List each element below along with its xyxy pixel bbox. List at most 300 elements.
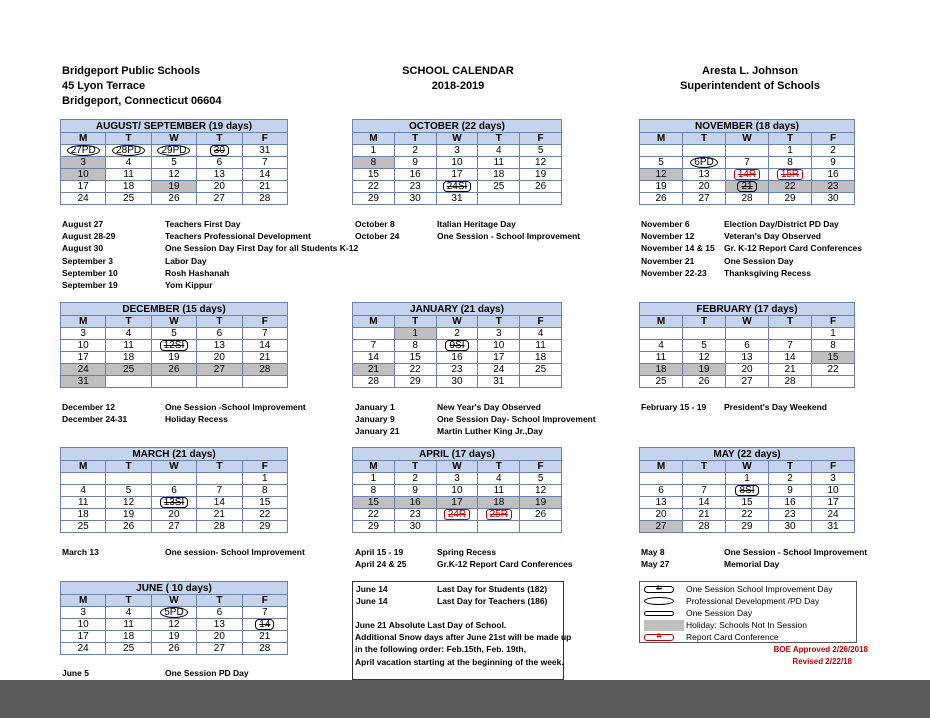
day-cell: [812, 157, 855, 169]
day-cell: [151, 473, 196, 485]
day-number: 26: [535, 509, 547, 520]
day-number: 5: [171, 328, 177, 339]
month-title: OCTOBER (22 days): [353, 120, 562, 133]
day-number: 27: [168, 521, 180, 532]
holiday-gray-symbol: [644, 620, 684, 631]
day-number: 2: [787, 473, 793, 484]
day-cell: [436, 157, 478, 169]
month-calendar-jan: [352, 302, 562, 388]
day-number: 30: [210, 145, 229, 156]
day-cell: [683, 485, 726, 497]
day-number: 5: [701, 340, 707, 351]
day-cell: [478, 376, 520, 388]
day-cell: [353, 521, 395, 533]
day-cell: [520, 376, 562, 388]
day-cell: [242, 193, 287, 205]
day-number: 14: [698, 497, 710, 508]
day-number: 7: [787, 340, 793, 351]
day-number: 20: [213, 352, 225, 363]
day-number: 17: [451, 497, 463, 508]
day-cell: [151, 169, 196, 181]
day-number: 30: [784, 521, 796, 532]
day-cell: [436, 340, 478, 352]
weekday-header: W: [151, 316, 196, 328]
event-date: November 12: [641, 231, 695, 242]
day-number: 19: [168, 181, 180, 192]
superintendent-name: Aresta L. Johnson: [702, 65, 798, 77]
day-number: 26: [168, 193, 180, 204]
day-cell: [106, 169, 151, 181]
day-cell: [436, 181, 478, 193]
day-cell: [242, 169, 287, 181]
day-number: 28: [259, 364, 271, 375]
month-calendar-feb: [639, 302, 855, 388]
event-date: October 8: [355, 219, 395, 229]
day-cell: [242, 328, 287, 340]
day-cell: [769, 328, 812, 340]
day-number: 5PD: [160, 607, 187, 618]
day-number: 28: [741, 193, 753, 204]
day-number: 14: [259, 169, 271, 180]
day-number: 3: [80, 328, 86, 339]
day-cell: [726, 193, 769, 205]
day-cell: [436, 193, 478, 205]
day-number: 26: [168, 364, 180, 375]
day-number: 16: [409, 497, 421, 508]
day-number: 26: [698, 376, 710, 387]
day-number: 7: [262, 157, 268, 168]
day-number: 18: [493, 169, 505, 180]
event-description: One Session PD Day: [165, 668, 249, 678]
month-calendar-dec: [60, 302, 288, 388]
month-calendar-apr: [352, 447, 562, 533]
legend-box: [639, 581, 857, 643]
day-cell: [640, 352, 683, 364]
day-cell: [683, 497, 726, 509]
day-cell: [394, 157, 436, 169]
revised-note: Revised 2/22/18: [792, 657, 852, 666]
day-number: 19: [123, 509, 135, 520]
day-cell: [436, 145, 478, 157]
day-number: 16: [451, 352, 463, 363]
day-cell: [683, 364, 726, 376]
event-description: One Session Day: [724, 255, 794, 266]
day-number: 6: [216, 607, 223, 618]
header-right: [660, 64, 840, 94]
day-cell: [436, 473, 478, 485]
event-date: November 22-23: [641, 267, 707, 278]
day-number: 29: [367, 521, 379, 532]
day-cell: [61, 607, 106, 619]
day-cell: [61, 328, 106, 340]
day-cell: [394, 509, 436, 521]
day-number: 5: [537, 145, 544, 156]
day-number: 7: [701, 485, 707, 496]
day-cell: [436, 364, 478, 376]
weekday-header: T: [197, 461, 242, 473]
weekday-header: M: [61, 595, 106, 607]
day-number: 13: [655, 497, 667, 508]
day-number: 19: [698, 364, 710, 375]
day-number: 24SI: [443, 181, 472, 192]
district-address: 45 Lyon Terrace: [62, 80, 146, 92]
day-number: 1: [412, 328, 418, 339]
weekday-header: F: [242, 461, 287, 473]
day-cell: [197, 473, 242, 485]
day-number: 4: [125, 328, 132, 339]
day-number: 14: [259, 340, 271, 351]
month-title: DECEMBER (15 days): [61, 303, 288, 316]
day-cell: [478, 145, 520, 157]
day-number: 3: [80, 607, 86, 618]
day-number: 9: [412, 485, 418, 496]
day-cell: [478, 521, 520, 533]
day-number: 1: [262, 473, 268, 484]
day-cell: [242, 631, 287, 643]
weekday-header: T: [478, 133, 520, 145]
june-note-line: in the following order: Feb.15th, Feb. 19th,: [355, 644, 526, 655]
event-date: September 10: [62, 267, 118, 278]
weekday-header: T: [106, 595, 151, 607]
day-cell: [769, 157, 812, 169]
day-number: 25: [493, 181, 505, 192]
day-number: 27: [655, 521, 667, 532]
day-cell: [520, 193, 562, 205]
day-number: 8SI: [735, 485, 758, 496]
day-number: 12: [168, 619, 180, 630]
day-cell: [394, 145, 436, 157]
day-number: 16: [827, 169, 839, 180]
day-cell: [61, 497, 106, 509]
day-number: 27: [698, 193, 710, 204]
event-date: August 30: [62, 243, 104, 254]
event-date: November 14 & 15: [641, 243, 715, 254]
day-cell: [812, 169, 855, 181]
day-cell: [520, 145, 562, 157]
day-number: 28: [259, 643, 271, 654]
day-cell: [769, 145, 812, 157]
day-cell: [478, 193, 520, 205]
day-cell: [61, 181, 106, 193]
day-number: 17: [493, 352, 505, 363]
day-number: 8: [370, 485, 377, 496]
weekday-header: M: [640, 133, 683, 145]
weekday-header: F: [812, 316, 855, 328]
day-cell: [726, 364, 769, 376]
day-cell: [394, 364, 436, 376]
day-number: 29: [367, 193, 379, 204]
day-number: 7: [744, 157, 750, 168]
day-cell: [151, 607, 196, 619]
day-cell: [353, 169, 395, 181]
event-description: One Session Day- School Improvement: [437, 414, 596, 425]
day-cell: [242, 145, 287, 157]
day-number: 31: [259, 145, 271, 156]
day-number: 29PD: [157, 145, 190, 156]
day-cell: [812, 376, 855, 388]
day-number: 1: [744, 473, 750, 484]
day-cell: [812, 145, 855, 157]
month-calendar-aug: [60, 119, 288, 205]
weekday-header: M: [640, 316, 683, 328]
event-description: President's Day Weekend: [724, 402, 827, 412]
day-cell: [61, 352, 106, 364]
weekday-header: M: [353, 461, 395, 473]
day-cell: [726, 376, 769, 388]
event-description: New Year's Day Observed: [437, 402, 541, 412]
day-number: 10: [451, 485, 463, 496]
day-number: 8: [370, 157, 377, 168]
day-cell: [436, 352, 478, 364]
day-number: 4: [496, 473, 502, 484]
day-cell: [726, 328, 769, 340]
event-date: March 13: [62, 547, 99, 557]
day-cell: [197, 364, 242, 376]
day-cell: [242, 643, 287, 655]
pd-oval-symbol: [644, 597, 674, 605]
day-cell: [726, 340, 769, 352]
day-cell: [436, 509, 478, 521]
june-note-line: Additional Snow days after June 21st will be made up: [355, 632, 572, 643]
day-cell: [197, 643, 242, 655]
day-cell: [640, 473, 683, 485]
day-cell: [478, 509, 520, 521]
day-cell: [106, 521, 151, 533]
day-number: 18: [123, 181, 135, 192]
month-title: MARCH (21 days): [61, 448, 288, 461]
day-number: 27PD: [67, 145, 100, 156]
event-date: August 28-29: [62, 231, 116, 242]
day-cell: [106, 145, 151, 157]
day-number: 15: [827, 352, 839, 363]
day-number: 16: [409, 169, 421, 180]
day-cell: [242, 607, 287, 619]
day-cell: [640, 193, 683, 205]
day-cell: [683, 340, 726, 352]
day-cell: [812, 497, 855, 509]
day-number: 15: [367, 497, 379, 508]
day-cell: [151, 157, 196, 169]
day-cell: [61, 193, 106, 205]
day-cell: [769, 521, 812, 533]
day-cell: [436, 485, 478, 497]
day-number: 25: [123, 193, 135, 204]
day-cell: [812, 509, 855, 521]
day-cell: [640, 340, 683, 352]
event-description: Teachers First Day: [165, 219, 241, 229]
weekday-header: F: [812, 133, 855, 145]
day-cell: [640, 485, 683, 497]
event-date: April 24 & 25: [355, 559, 407, 570]
event-date: November 21: [641, 255, 695, 266]
day-cell: [106, 181, 151, 193]
day-number: 5: [171, 157, 177, 168]
day-number: 26: [168, 643, 180, 654]
day-number: 10: [77, 340, 89, 351]
month-title: APRIL (17 days): [353, 448, 562, 461]
day-cell: [683, 521, 726, 533]
day-number: 27: [741, 376, 753, 387]
day-cell: [769, 181, 812, 193]
day-cell: [353, 157, 395, 169]
day-cell: [520, 169, 562, 181]
day-number: 14R: [734, 169, 760, 180]
day-number: 12: [535, 157, 547, 168]
day-cell: [478, 473, 520, 485]
event-description: Election Day/District PD Day: [724, 219, 839, 229]
day-cell: [769, 169, 812, 181]
day-cell: [197, 328, 242, 340]
day-cell: [151, 631, 196, 643]
event-description: Spring Recess: [437, 547, 497, 557]
event-date: February 15 - 19: [641, 402, 707, 412]
day-cell: [353, 497, 395, 509]
month-calendar-may: [639, 447, 855, 533]
day-number: 6: [171, 485, 177, 496]
day-number: 28: [213, 521, 225, 532]
event-description: Rosh Hashanah: [165, 267, 230, 278]
day-cell: [151, 181, 196, 193]
day-number: 18: [77, 509, 89, 520]
day-cell: [151, 485, 196, 497]
weekday-header: T: [394, 133, 436, 145]
legend-label: Report Card Conference: [686, 632, 779, 642]
day-cell: [242, 181, 287, 193]
day-number: 17: [827, 497, 839, 508]
day-number: 14: [784, 352, 796, 363]
day-number: 29: [259, 521, 271, 532]
legend-label: Holiday: Schools Not In Session: [686, 620, 807, 630]
day-cell: [151, 376, 196, 388]
weekday-header: F: [242, 316, 287, 328]
day-cell: [520, 497, 562, 509]
june-note-line: April vacation starting at the beginning of the week.: [355, 656, 564, 667]
day-number: 23: [451, 364, 463, 375]
day-number: 21: [784, 364, 796, 375]
event-date: May 8: [641, 547, 665, 557]
day-number: 1: [787, 145, 793, 156]
day-number: 20: [168, 509, 180, 520]
month-title: JANUARY (21 days): [353, 303, 562, 316]
weekday-header: T: [197, 133, 242, 145]
day-cell: [106, 328, 151, 340]
month-calendar-oct: [352, 119, 562, 205]
day-cell: [478, 169, 520, 181]
day-number: 18: [493, 497, 505, 508]
day-number: 11: [535, 340, 546, 351]
weekday-header: F: [520, 461, 562, 473]
boe-approved-note: BOE Approved 2/26/2018: [773, 645, 868, 654]
day-cell: [106, 364, 151, 376]
day-cell: [106, 619, 151, 631]
day-cell: [106, 352, 151, 364]
day-cell: [242, 364, 287, 376]
day-cell: [151, 328, 196, 340]
day-cell: [353, 485, 395, 497]
day-cell: [394, 352, 436, 364]
legend-label: Professional Development /PD Day: [686, 596, 820, 606]
day-number: 21: [259, 181, 271, 192]
day-cell: [478, 352, 520, 364]
june-note-text: Last Day for Students (182): [437, 584, 548, 594]
day-cell: [726, 352, 769, 364]
day-cell: [520, 521, 562, 533]
day-number: 17: [77, 181, 89, 192]
event-description: Labor Day: [165, 255, 207, 266]
day-cell: [197, 340, 242, 352]
day-cell: [436, 169, 478, 181]
day-cell: [197, 619, 242, 631]
day-number: 29: [741, 521, 753, 532]
day-number: 22: [784, 181, 796, 192]
day-number: 9: [830, 157, 836, 168]
day-cell: [394, 521, 436, 533]
day-cell: [520, 509, 562, 521]
day-cell: [106, 340, 151, 352]
day-number: 27: [213, 643, 225, 654]
day-cell: [61, 145, 106, 157]
day-number: 25: [77, 521, 89, 532]
day-number: 30: [409, 193, 421, 204]
legend-label: One Session School Improvement Day: [686, 584, 833, 594]
day-number: 7: [262, 328, 268, 339]
day-number: 14: [213, 497, 225, 508]
day-number: 20: [741, 364, 753, 375]
month-calendar-mar: [60, 447, 288, 533]
month-title: AUGUST/ SEPTEMBER (19 days): [61, 120, 288, 133]
day-number: 18: [123, 352, 135, 363]
day-number: 25: [655, 376, 667, 387]
day-cell: [197, 352, 242, 364]
day-number: 13: [213, 340, 225, 351]
event-date: September 3: [62, 255, 114, 266]
day-number: 31: [451, 193, 463, 204]
day-cell: [61, 521, 106, 533]
day-cell: [242, 497, 287, 509]
weekday-header: W: [151, 595, 196, 607]
day-number: 21: [367, 364, 379, 375]
event-description: Veteran's Day Observed: [724, 231, 821, 242]
day-cell: [520, 157, 562, 169]
day-number: 6: [216, 157, 223, 168]
month-title: MAY (22 days): [640, 448, 855, 461]
event-date: June 5: [62, 668, 89, 678]
day-cell: [106, 631, 151, 643]
day-cell: [394, 340, 436, 352]
day-cell: [151, 521, 196, 533]
day-number: 6PD: [690, 157, 717, 168]
day-cell: [151, 145, 196, 157]
superintendent-title: Superintendent of Schools: [680, 80, 820, 92]
day-cell: [769, 364, 812, 376]
day-cell: [769, 340, 812, 352]
day-cell: [106, 509, 151, 521]
day-cell: [353, 340, 395, 352]
school-year: 2018-2019: [431, 80, 485, 92]
day-number: 31: [493, 376, 505, 387]
day-cell: [353, 145, 395, 157]
june-note-date: June 14: [356, 584, 388, 594]
day-cell: [353, 193, 395, 205]
day-cell: [106, 485, 151, 497]
day-cell: [394, 181, 436, 193]
day-number: 12SI: [160, 340, 189, 351]
day-cell: [394, 473, 436, 485]
day-cell: [769, 509, 812, 521]
day-number: 5: [537, 473, 544, 484]
day-number: 21: [698, 509, 710, 520]
day-cell: [726, 181, 769, 193]
